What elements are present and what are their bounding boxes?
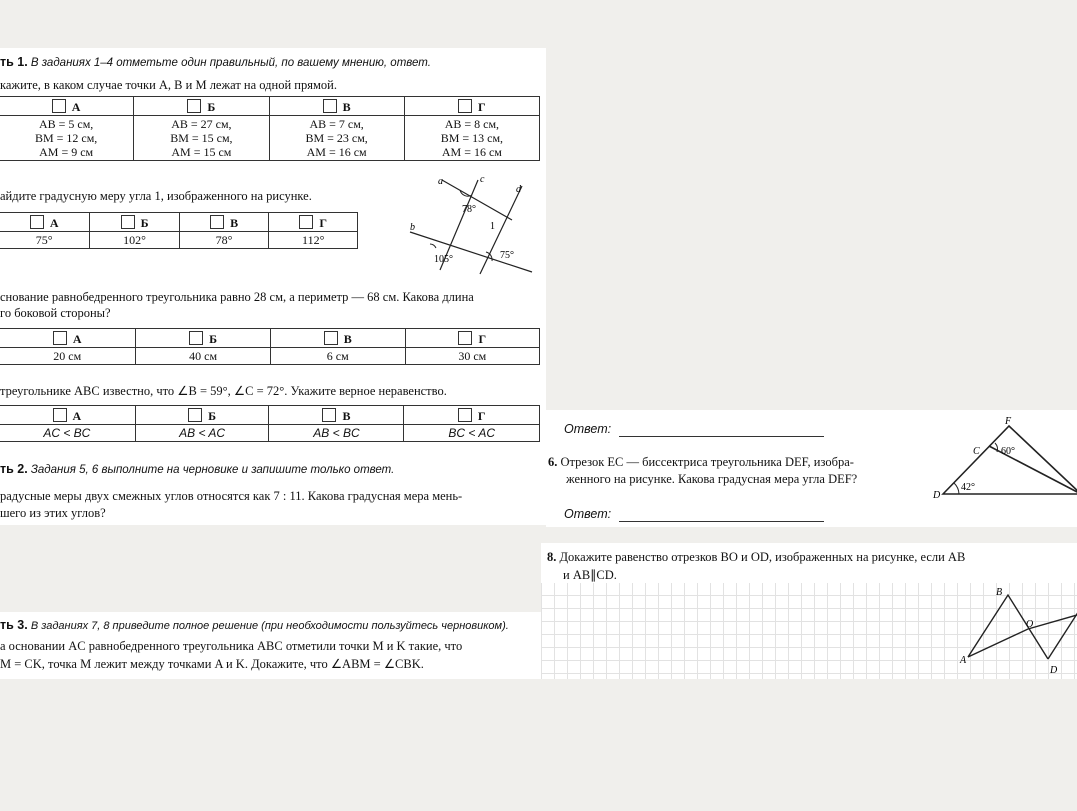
- label-78: 78°: [462, 204, 476, 215]
- label-b: B: [996, 587, 1003, 598]
- part1-heading-label: ть 1.: [0, 55, 28, 69]
- q2-value-v: 78°: [179, 232, 269, 249]
- q1-cell-g: AB = 8 см, BM = 13 см, AM = 16 см: [404, 116, 539, 161]
- q1-cell-b: AB = 27 см, BM = 15 см, AM = 15 см: [134, 116, 269, 161]
- answer-label: Ответ:: [564, 507, 612, 521]
- label-o: O: [1026, 619, 1034, 630]
- segment-a-o-c: [968, 613, 1077, 657]
- q3-value-b: 40 см: [136, 348, 270, 365]
- angle-105-arc: [430, 244, 436, 248]
- question-8-text-line1: [547, 550, 965, 565]
- part1-heading-text: В заданиях 1–4 отметьте один правильный, по вашему мнению, ответ.: [30, 57, 431, 69]
- q3-option-v[interactable]: В: [270, 329, 405, 348]
- answer-label: Ответ:: [564, 422, 612, 436]
- checkbox[interactable]: [53, 408, 67, 422]
- angle-42-arc: [954, 483, 959, 494]
- checkbox[interactable]: [299, 215, 313, 229]
- q2-option-g[interactable]: Г: [269, 213, 358, 232]
- label-angle-1: 1: [490, 221, 495, 232]
- checkbox[interactable]: [458, 99, 472, 113]
- checkbox[interactable]: [187, 99, 201, 113]
- part2-heading: [0, 462, 394, 477]
- question-8-figure: [956, 583, 1077, 679]
- label-a: A: [960, 655, 967, 666]
- part1-heading: [0, 55, 431, 70]
- checkbox[interactable]: [53, 331, 67, 345]
- checkbox[interactable]: [324, 331, 338, 345]
- q1-option-g[interactable]: Г: [404, 97, 539, 116]
- q2-value-g: 112°: [269, 232, 358, 249]
- checkbox[interactable]: [458, 408, 472, 422]
- q3-value-v: 6 см: [270, 348, 405, 365]
- q1-option-b[interactable]: Б: [134, 97, 269, 116]
- q4-value-g: BC < AC: [404, 425, 540, 442]
- question-5-text-line1: радусные меры двух смежных углов относятся как 7 : 11. Какова градусная мера мень-: [0, 489, 463, 503]
- label-d: d: [516, 184, 521, 195]
- q1-cell-v: AB = 7 см, BM = 23 см, AM = 16 см: [269, 116, 404, 161]
- q3-option-b[interactable]: Б: [136, 329, 270, 348]
- question-1-options-table: [0, 96, 540, 161]
- question-7-text-line1: а основании AC равнобедренного треугольника ABC отметили точки M и K такие, что: [0, 639, 463, 653]
- q6-line1: Отрезок EC — биссектриса треугольника DEF, изобра-: [560, 455, 854, 469]
- q2-value-a: 75°: [0, 232, 90, 249]
- q6-number: 6.: [548, 455, 558, 469]
- checkbox[interactable]: [458, 331, 472, 345]
- q8-line1: Докажите равенство отрезков BO и OD, изображенных на рисунке, если AB: [559, 550, 966, 564]
- question-3-options-table: [0, 328, 540, 365]
- label-d: D: [1050, 665, 1058, 676]
- question-1-text: кажите, в каком случае точки A, B и M лежат на одной прямой.: [0, 78, 337, 92]
- question-3-text-line2: го боковой стороны?: [0, 306, 111, 320]
- label-60: 60°: [1001, 446, 1015, 457]
- worksheet-question-8: [541, 543, 1077, 679]
- q2-value-b: 102°: [90, 232, 179, 249]
- q3-option-a[interactable]: А: [0, 329, 136, 348]
- q6-answer-row: [564, 507, 824, 522]
- worksheet-part3: [0, 612, 541, 679]
- label-c: C: [973, 446, 980, 457]
- question-2-options-table: [0, 212, 358, 249]
- worksheet-part1-part2: [0, 48, 546, 525]
- question-7-text-line2: M = CK, точка M лежит между точками A и K. Докажите, что ∠ABM = ∠CBK.: [0, 657, 424, 671]
- q4-value-a: AC < BC: [0, 425, 135, 442]
- question-2-text: айдите градусную меру угла 1, изображенного на рисунке.: [0, 189, 312, 203]
- checkbox[interactable]: [322, 408, 336, 422]
- q5-answer-row: [564, 422, 824, 437]
- q3-value-a: 20 см: [0, 348, 136, 365]
- label-42: 42°: [961, 482, 975, 493]
- q4-value-b: AB < AC: [135, 425, 269, 442]
- q4-option-g[interactable]: Г: [404, 406, 540, 425]
- label-105: 105°: [434, 254, 453, 265]
- label-f: F: [1005, 416, 1012, 427]
- checkbox[interactable]: [210, 215, 224, 229]
- question-8-text-line2: и AB∥CD.: [563, 568, 617, 582]
- question-4-options-table: [0, 405, 540, 442]
- checkbox[interactable]: [188, 408, 202, 422]
- checkbox[interactable]: [189, 331, 203, 345]
- segment-d-c: [1048, 603, 1077, 659]
- q1-cell-a: AB = 5 см, BM = 12 см, AM = 9 см: [0, 116, 134, 161]
- question-6-figure: [931, 412, 1077, 502]
- question-4-text: треугольнике ABC известно, что ∠B = 59°, ∠C = 72°. Укажите верное неравенство.: [0, 384, 447, 398]
- question-3-text-line1: снование равнобедренного треугольника равно 28 см, а периметр — 68 см. Какова длина: [0, 290, 474, 304]
- part3-heading-text: В заданиях 7, 8 приведите полное решение (при необходимости пользуйтесь черновиком).: [30, 620, 509, 632]
- checkbox[interactable]: [52, 99, 66, 113]
- label-75: 75°: [500, 250, 514, 261]
- q4-value-v: AB < BC: [269, 425, 404, 442]
- label-d: D: [933, 490, 941, 501]
- part2-heading-label: ть 2.: [0, 462, 28, 476]
- q1-option-a[interactable]: А: [0, 97, 134, 116]
- q8-number: 8.: [547, 550, 557, 564]
- part2-heading-text: Задания 5, 6 выполните на черновике и запишите только ответ.: [30, 464, 395, 476]
- question-6-text-line2: женного на рисунке. Какова градусная мера угла DEF?: [566, 472, 858, 486]
- question-5-text-line2: шего из этих углов?: [0, 506, 106, 520]
- q3-value-g: 30 см: [405, 348, 539, 365]
- q1-option-v[interactable]: В: [269, 97, 404, 116]
- label-b: b: [410, 222, 415, 233]
- q6-answer-field[interactable]: [619, 521, 824, 522]
- checkbox[interactable]: [121, 215, 135, 229]
- label-a: a: [438, 176, 443, 187]
- q4-option-b[interactable]: Б: [135, 406, 269, 425]
- q3-option-g[interactable]: Г: [405, 329, 539, 348]
- q5-answer-field[interactable]: [619, 436, 824, 437]
- q2-option-v[interactable]: В: [179, 213, 269, 232]
- part3-heading-label: ть 3.: [0, 618, 28, 632]
- q4-option-v[interactable]: В: [269, 406, 404, 425]
- checkbox[interactable]: [323, 99, 337, 113]
- q2-option-b[interactable]: Б: [90, 213, 179, 232]
- label-c: c: [480, 174, 485, 185]
- line-a: [442, 180, 512, 220]
- q4-option-a[interactable]: А: [0, 406, 135, 425]
- checkbox[interactable]: [30, 215, 44, 229]
- q2-option-a[interactable]: А: [0, 213, 90, 232]
- question-2-figure: [400, 172, 540, 278]
- worksheet-question-6: [546, 410, 1077, 527]
- question-6-text-line1: [548, 455, 854, 470]
- part3-heading: [0, 618, 509, 633]
